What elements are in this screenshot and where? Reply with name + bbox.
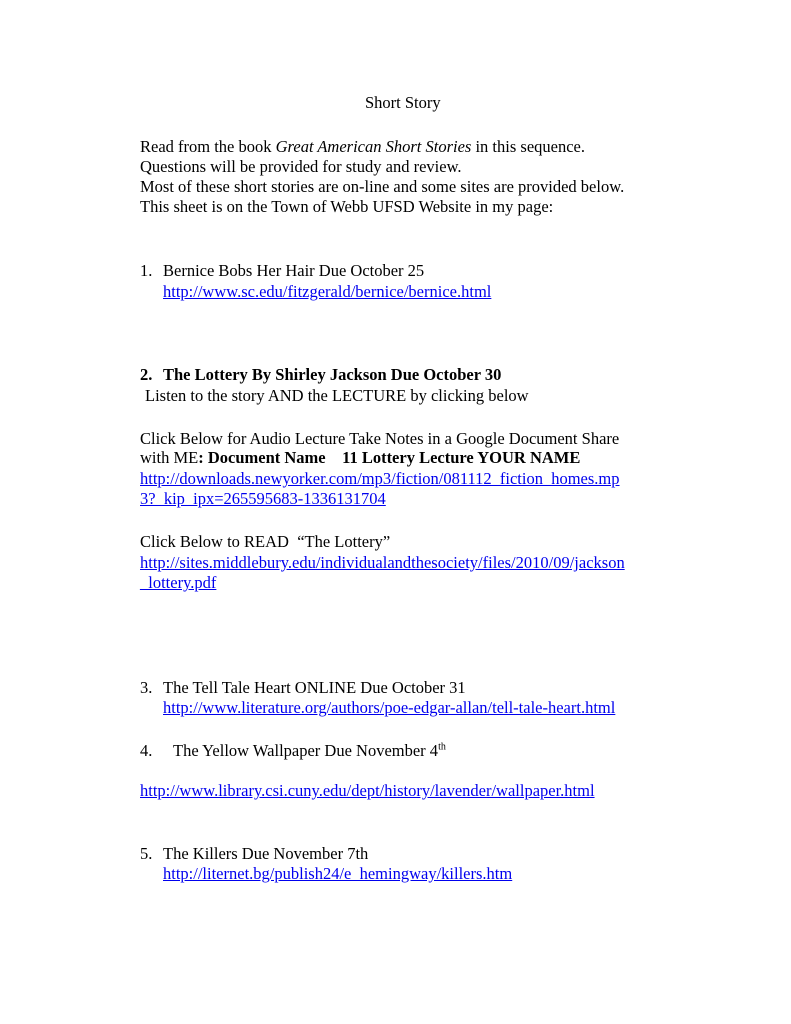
audio-lecture-line-2-pre: with ME — [140, 448, 199, 467]
item-2-listen-text: Listen to the story AND the LECTURE by clicking below — [145, 386, 529, 405]
intro-line-4: This sheet is on the Town of Webb UFSD Website in my page: — [140, 197, 554, 216]
item-4-title-suffix: th — [438, 741, 446, 753]
item-5-number: 5. — [140, 844, 153, 863]
read-lottery-link-line-2[interactable]: _lottery.pdf — [140, 573, 217, 592]
item-1-number: 1. — [140, 261, 153, 280]
item-4-link[interactable]: http://www.library.csi.cuny.edu/dept/history/lavender/wallpaper.html — [140, 781, 595, 800]
intro-line-1-post: in this sequence. — [471, 137, 585, 156]
item-4-number: 4. — [140, 741, 153, 760]
item-3-number: 3. — [140, 678, 153, 697]
intro-line-3: Most of these short stories are on-line and some sites are provided below. — [140, 177, 625, 196]
intro-line-2: Questions will be provided for study and review. — [140, 157, 462, 176]
audio-lecture-line-1: Click Below for Audio Lecture Take Notes in a Google Document Share — [140, 429, 620, 448]
audio-lecture-link-line-1[interactable]: http://downloads.newyorker.com/mp3/fiction/081112_fiction_homes.mp — [140, 469, 620, 488]
item-1-link[interactable]: http://www.sc.edu/fitzgerald/bernice/bernice.html — [163, 282, 492, 301]
intro-line-1 — [140, 137, 585, 157]
item-2-heading: The Lottery By Shirley Jackson Due October 30 — [163, 365, 502, 384]
item-5-title: The Killers Due November 7th — [163, 844, 369, 863]
audio-lecture-link-line-2[interactable]: 3?_kip_ipx=265595683-1336131704 — [140, 489, 386, 508]
document-name-instruction: : Document Name 11 Lottery Lecture YOUR NAME — [198, 448, 581, 467]
audio-lecture-line-2 — [140, 448, 580, 468]
item-2-number: 2. — [140, 365, 153, 384]
page-title: Short Story — [365, 93, 441, 112]
item-1-title: Bernice Bobs Her Hair Due October 25 — [163, 261, 425, 280]
item-4-title-text: The Yellow Wallpaper Due November 4 — [173, 741, 439, 760]
read-lottery-link-line-1[interactable]: http://sites.middlebury.edu/individualandthesociety/files/2010/09/jackson — [140, 553, 625, 572]
item-3-title: The Tell Tale Heart ONLINE Due October 31 — [163, 678, 466, 697]
book-title: Great American Short Stories — [275, 137, 472, 156]
read-lottery-label: Click Below to READ “The Lottery” — [140, 532, 391, 551]
item-4-title — [173, 741, 446, 761]
intro-line-1-pre: Read from the book — [140, 137, 276, 156]
item-5-link[interactable]: http://liternet.bg/publish24/e_hemingway/killers.htm — [163, 864, 513, 883]
item-3-link[interactable]: http://www.literature.org/authors/poe-edgar-allan/tell-tale-heart.html — [163, 698, 616, 717]
